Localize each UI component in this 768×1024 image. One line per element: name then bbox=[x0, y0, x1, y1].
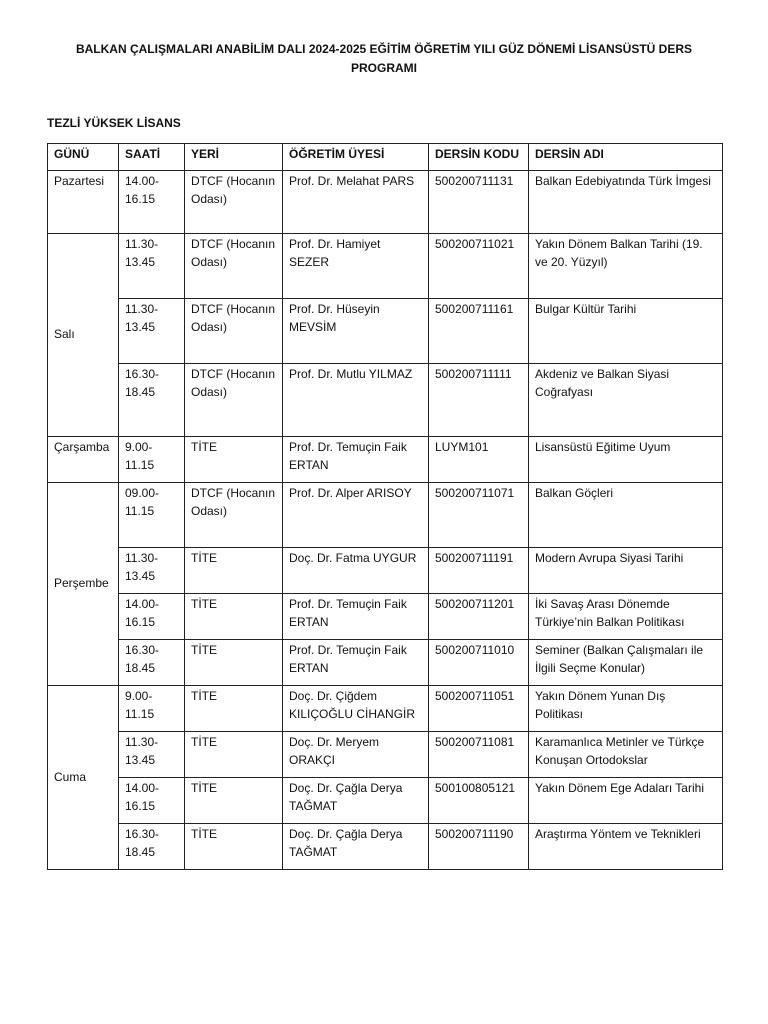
table-row bbox=[48, 732, 723, 778]
header-place: YERİ bbox=[185, 144, 283, 171]
place-cell: DTCF (Hocanın Odası) bbox=[185, 171, 283, 234]
course-cell: Seminer (Balkan Çalışmaları ile İlgili Seçme Konular) bbox=[529, 640, 723, 686]
code-cell: 500200711190 bbox=[429, 824, 529, 870]
day-cell-tuesday: Salı bbox=[48, 234, 119, 437]
place-cell: DTCF (Hocanın Odası) bbox=[185, 364, 283, 437]
time-cell: 11.30-13.45 bbox=[119, 548, 185, 594]
code-cell: 500200711201 bbox=[429, 594, 529, 640]
day-cell-wednesday: Çarşamba bbox=[48, 437, 119, 483]
table-row bbox=[48, 299, 723, 364]
page-title: BALKAN ÇALIŞMALARI ANABİLİM DALI 2024-2025 EĞİTİM ÖĞRETİM YILI GÜZ DÖNEMİ LİSANSÜSTÜ DERS PROGRAMI bbox=[75, 42, 693, 75]
table-row bbox=[48, 778, 723, 824]
course-cell: Akdeniz ve Balkan Siyasi Coğrafyası bbox=[529, 364, 723, 437]
code-cell: 500200711111 bbox=[429, 364, 529, 437]
time-cell: 9.00-11.15 bbox=[119, 686, 185, 732]
code-cell: LUYM101 bbox=[429, 437, 529, 483]
course-cell: Bulgar Kültür Tarihi bbox=[529, 299, 723, 364]
table-row bbox=[48, 437, 723, 483]
table-row bbox=[48, 594, 723, 640]
table-row bbox=[48, 483, 723, 548]
code-cell: 500200711010 bbox=[429, 640, 529, 686]
course-cell: Lisansüstü Eğitime Uyum bbox=[529, 437, 723, 483]
table-row bbox=[48, 686, 723, 732]
time-cell: 09.00-11.15 bbox=[119, 483, 185, 548]
header-course: DERSİN ADI bbox=[529, 144, 723, 171]
place-cell: DTCF (Hocanın Odası) bbox=[185, 483, 283, 548]
instructor-cell: Prof. Dr. Alper ARISOY bbox=[283, 483, 429, 548]
code-cell: 500200711081 bbox=[429, 732, 529, 778]
time-cell: 11.30-13.45 bbox=[119, 234, 185, 299]
place-cell: TİTE bbox=[185, 640, 283, 686]
instructor-cell: Doç. Dr. Çağla Derya TAĞMAT bbox=[283, 824, 429, 870]
header-day: GÜNÜ bbox=[48, 144, 119, 171]
table-row bbox=[48, 640, 723, 686]
table-row bbox=[48, 824, 723, 870]
instructor-cell: Doç. Dr. Meryem ORAKÇI bbox=[283, 732, 429, 778]
place-cell: TİTE bbox=[185, 548, 283, 594]
time-cell: 14.00-16.15 bbox=[119, 171, 185, 234]
course-cell: Balkan Göçleri bbox=[529, 483, 723, 548]
code-cell: 500200711161 bbox=[429, 299, 529, 364]
instructor-cell: Doç. Dr. Fatma UYGUR bbox=[283, 548, 429, 594]
instructor-cell: Prof. Dr. Melahat PARS bbox=[283, 171, 429, 234]
day-cell-monday: Pazartesi bbox=[48, 171, 119, 234]
place-cell: TİTE bbox=[185, 686, 283, 732]
time-cell: 11.30-13.45 bbox=[119, 732, 185, 778]
instructor-cell: Prof. Dr. Temuçin Faik ERTAN bbox=[283, 640, 429, 686]
place-cell: TİTE bbox=[185, 594, 283, 640]
place-cell: TİTE bbox=[185, 824, 283, 870]
code-cell: 500200711191 bbox=[429, 548, 529, 594]
course-cell: Yakın Dönem Ege Adaları Tarihi bbox=[529, 778, 723, 824]
instructor-cell: Doç. Dr. Çağla Derya TAĞMAT bbox=[283, 778, 429, 824]
time-cell: 14.00-16.15 bbox=[119, 778, 185, 824]
course-cell: Araştırma Yöntem ve Teknikleri bbox=[529, 824, 723, 870]
instructor-cell: Prof. Dr. Hüseyin MEVSİM bbox=[283, 299, 429, 364]
header-time: SAATİ bbox=[119, 144, 185, 171]
table-header-row bbox=[48, 144, 723, 171]
code-cell: 500200711021 bbox=[429, 234, 529, 299]
place-cell: TİTE bbox=[185, 437, 283, 483]
code-cell: 500200711131 bbox=[429, 171, 529, 234]
instructor-cell: Prof. Dr. Mutlu YILMAZ bbox=[283, 364, 429, 437]
header-code: DERSİN KODU bbox=[429, 144, 529, 171]
course-cell: Balkan Edebiyatında Türk İmgesi bbox=[529, 171, 723, 234]
day-cell-friday: Cuma bbox=[48, 686, 119, 870]
course-cell: Modern Avrupa Siyasi Tarihi bbox=[529, 548, 723, 594]
code-cell: 500200711071 bbox=[429, 483, 529, 548]
table-row bbox=[48, 548, 723, 594]
header-instructor: ÖĞRETİM ÜYESİ bbox=[283, 144, 429, 171]
table-row bbox=[48, 234, 723, 299]
instructor-cell: Prof. Dr. Temuçin Faik ERTAN bbox=[283, 594, 429, 640]
course-cell: Karamanlıca Metinler ve Türkçe Konuşan Ortodokslar bbox=[529, 732, 723, 778]
course-cell: İki Savaş Arası Dönemde Türkiye’nin Balkan Politikası bbox=[529, 594, 723, 640]
schedule-table bbox=[47, 143, 723, 870]
table-row bbox=[48, 364, 723, 437]
instructor-cell: Prof. Dr. Temuçin Faik ERTAN bbox=[283, 437, 429, 483]
place-cell: DTCF (Hocanın Odası) bbox=[185, 234, 283, 299]
code-cell: 500100805121 bbox=[429, 778, 529, 824]
time-cell: 16.30-18.45 bbox=[119, 824, 185, 870]
place-cell: TİTE bbox=[185, 778, 283, 824]
place-cell: TİTE bbox=[185, 732, 283, 778]
code-cell: 500200711051 bbox=[429, 686, 529, 732]
time-cell: 14.00-16.15 bbox=[119, 594, 185, 640]
day-cell-thursday: Perşembe bbox=[48, 483, 119, 686]
place-cell: DTCF (Hocanın Odası) bbox=[185, 299, 283, 364]
instructor-cell: Prof. Dr. Hamiyet SEZER bbox=[283, 234, 429, 299]
table-row bbox=[48, 171, 723, 234]
time-cell: 16.30-18.45 bbox=[119, 640, 185, 686]
time-cell: 9.00-11.15 bbox=[119, 437, 185, 483]
course-cell: Yakın Dönem Balkan Tarihi (19. ve 20. Yüzyıl) bbox=[529, 234, 723, 299]
course-cell: Yakın Dönem Yunan Dış Politikası bbox=[529, 686, 723, 732]
time-cell: 11.30-13.45 bbox=[119, 299, 185, 364]
time-cell: 16.30-18.45 bbox=[119, 364, 185, 437]
program-subtitle: TEZLİ YÜKSEK LİSANS bbox=[47, 116, 181, 130]
instructor-cell: Doç. Dr. Çiğdem KILIÇOĞLU CİHANGİR bbox=[283, 686, 429, 732]
